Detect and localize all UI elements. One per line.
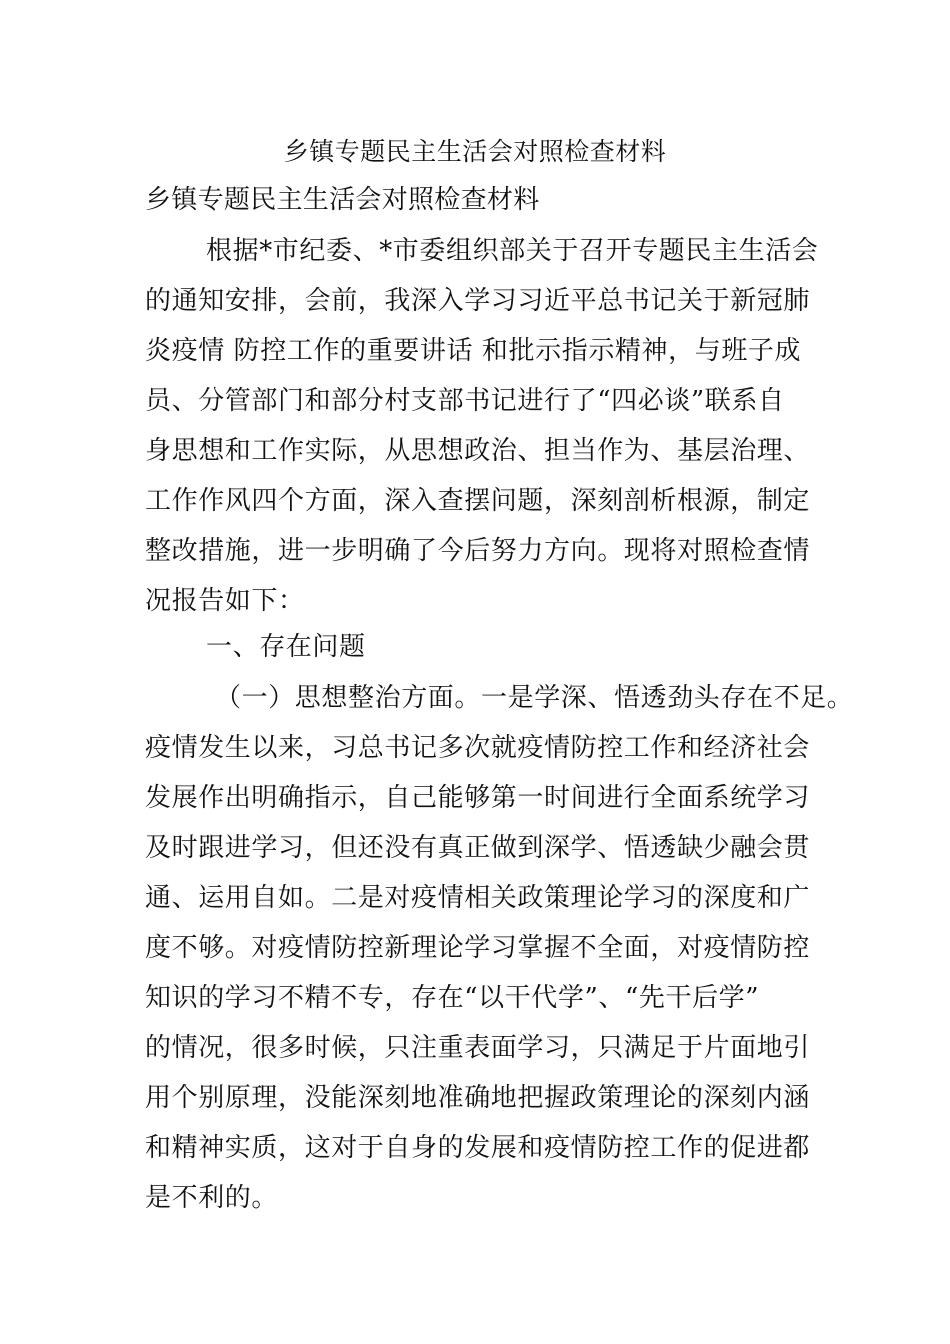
paragraph-line: 员、分管部门和部分村支部书记进行了“四必谈”联系自 xyxy=(145,386,785,416)
paragraph-line: 的通知安排，会前，我深入学习习近平总书记关于新冠肺 xyxy=(145,286,811,316)
paragraph-line: 工作作风四个方面，深入查摆问题，深刻剖析根源，制定 xyxy=(145,486,811,516)
paragraph-line: 炎疫情 防控工作的重要讲话 和批示指示精神，与班子成 xyxy=(145,336,802,366)
paragraph-line: 通、运用自如。二是对疫情相关政策理论学习的深度和广 xyxy=(145,883,811,913)
document-subtitle: 乡镇专题民主生活会对照检查材料 xyxy=(145,185,540,215)
paragraph-line: 是不利的。 xyxy=(145,1183,279,1213)
paragraph-line: 和精神实质，这对于自身的发展和疫情防控工作的促进都 xyxy=(145,1133,811,1163)
section-heading: 一、存在问题 xyxy=(206,632,366,662)
paragraph-line: 疫情发生以来，习总书记多次就疫情防控工作和经济社会 xyxy=(145,733,811,763)
document-title: 乡镇专题民主生活会对照检查材料 xyxy=(283,137,667,166)
paragraph-line: 用个别原理，没能深刻地准确地把握政策理论的深刻内涵 xyxy=(145,1083,811,1113)
paragraph-line: 及时跟进学习，但还没有真正做到深学、悟透缺少融会贯 xyxy=(145,833,811,863)
paragraph-line: 根据*市纪委、*市委组织部关于召开专题民主生活会 xyxy=(206,236,819,266)
paragraph-line: 发展作出明确指示，自己能够第一时间进行全面系统学习 xyxy=(145,783,811,813)
paragraph-line: 知识的学习不精不专，存在“以干代学”、“先干后学” xyxy=(145,983,760,1013)
paragraph-line: 的情况，很多时候，只注重表面学习，只满足于片面地引 xyxy=(145,1033,811,1063)
paragraph-line: 整改措施，进一步明确了今后努力方向。现将对照检查情 xyxy=(145,536,811,566)
paragraph-line: 况报告如下： xyxy=(145,586,305,616)
paragraph-line: 度不够。对疫情防控新理论学习掌握不全面，对疫情防控 xyxy=(145,933,811,963)
paragraph-line: （一）思想整治方面。一是学深、悟透劲头存在不足。 xyxy=(215,683,854,713)
paragraph-line: 身思想和工作实际，从思想政治、担当作为、基层治理、 xyxy=(145,436,811,466)
